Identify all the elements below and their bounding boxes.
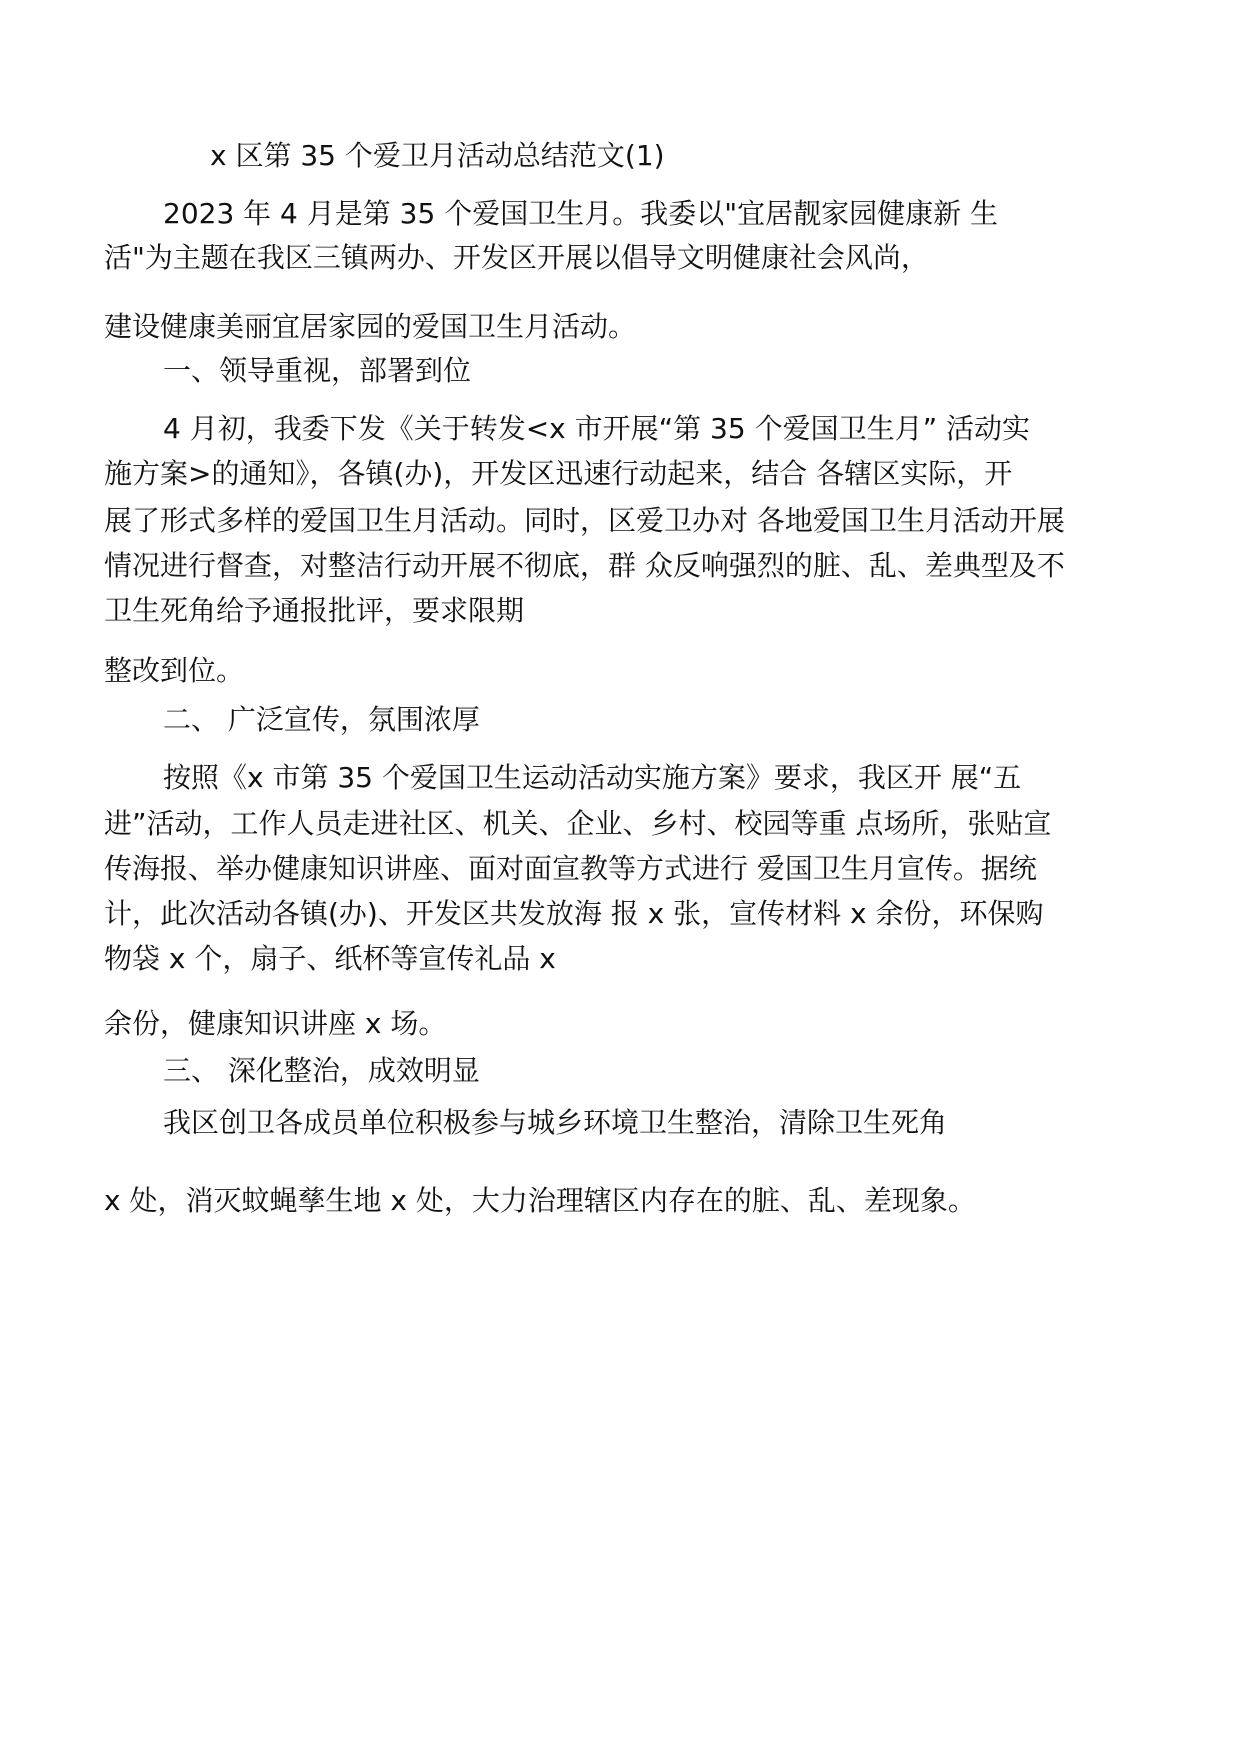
paragraph-line: 余份，健康知识讲座 x 场。 [104,1007,447,1040]
paragraph-line: 建设健康美丽宜居家园的爱国卫生月活动。 [104,310,637,343]
paragraph-line: 按照《x 市第 35 个爱国卫生运动活动实施方案》要求，我区开 展“五 [163,761,1022,794]
section-heading: 二、 广泛宣传，氛围浓厚 [163,703,480,736]
paragraph-line: 展了形式多样的爱国卫生月活动。同时，区爱卫办对 各地爱国卫生月活动开展 [104,504,1065,537]
paragraph-line: 2023 年 4 月是第 35 个爱国卫生月。我委以"宜居靓家园健康新 生 [163,197,998,230]
paragraph-line: 情况进行督查，对整洁行动开展不彻底，群 众反响强烈的脏、乱、差典型及不 [104,549,1065,582]
paragraph-line: 卫生死角给予通报批评，要求限期 [104,594,525,627]
section-heading: 一、领导重视，部署到位 [163,354,472,387]
document-title: x 区第 35 个爱卫月活动总结范文(1) [210,139,665,172]
paragraph-line: x 处，消灭蚊蝇孳生地 x 处，大力治理辖区内存在的脏、乱、差现象。 [104,1184,976,1217]
paragraph-line: 计，此次活动各镇(办)、开发区共发放海 报 x 张，宣传材料 x 余份，环保购 [104,897,1044,930]
paragraph-line: 活"为主题在我区三镇两办、开发区开展以倡导文明健康社会风尚， [104,241,929,274]
paragraph-line: 4 月初，我委下发《关于转发<x 市开展“第 35 个爱国卫生月” 活动实 [163,412,1030,445]
paragraph-line: 进”活动，工作人员走进社区、机关、企业、乡村、校园等重 点场所，张贴宣 [104,807,1052,840]
paragraph-line: 施方案>的通知》，各镇(办)，开发区迅速行动起来，结合 各辖区实际，开 [104,457,1013,490]
paragraph-line: 我区创卫各成员单位积极参与城乡环境卫生整治，清除卫生死角 [163,1106,948,1139]
paragraph-line: 物袋 x 个，扇子、纸杯等宣传礼品 x [104,942,556,975]
paragraph-line: 整改到位。 [104,654,245,687]
paragraph-line: 传海报、举办健康知识讲座、面对面宣教等方式进行 爱国卫生月宣传。据统 [104,852,1037,885]
section-heading: 三、 深化整治，成效明显 [163,1054,480,1087]
